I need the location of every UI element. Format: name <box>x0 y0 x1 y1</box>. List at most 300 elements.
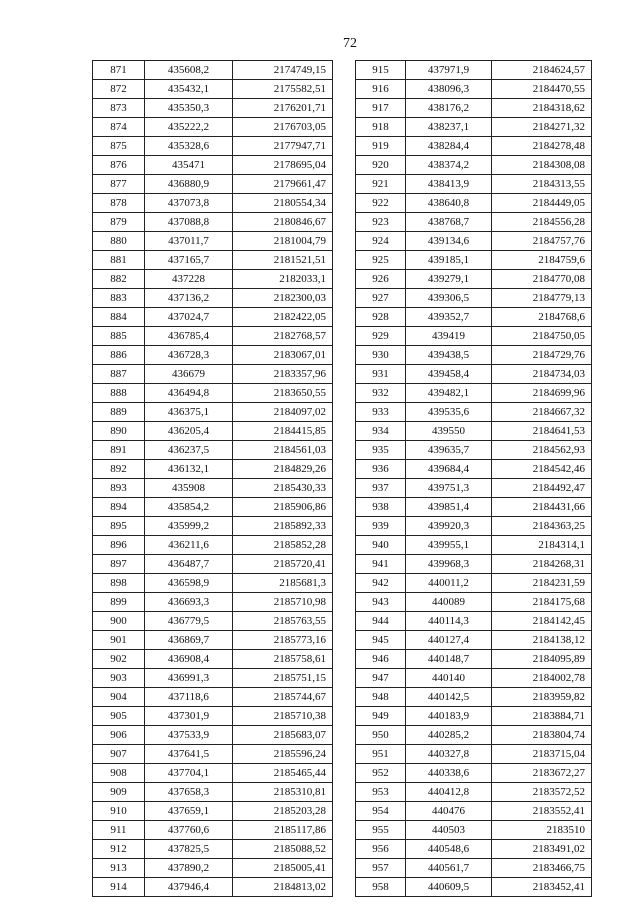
table-row <box>356 289 592 308</box>
y-coordinate-cell: 2184363,25 <box>492 517 592 536</box>
table-row <box>93 137 333 156</box>
table-row <box>356 612 592 631</box>
table-row <box>356 213 592 232</box>
y-coordinate-cell: 2183650,55 <box>233 384 333 403</box>
x-coordinate-cell: 439419 <box>406 327 492 346</box>
table-row <box>93 517 333 536</box>
coordinates-table-left <box>92 60 333 897</box>
point-number-cell: 874 <box>93 118 145 137</box>
y-coordinate-cell: 2185852,28 <box>233 536 333 555</box>
y-coordinate-cell: 2181521,51 <box>233 251 333 270</box>
x-coordinate-cell: 435471 <box>145 156 233 175</box>
y-coordinate-cell: 2184431,66 <box>492 498 592 517</box>
point-number-cell: 931 <box>356 365 406 384</box>
point-number-cell: 941 <box>356 555 406 574</box>
point-number-cell: 884 <box>93 308 145 327</box>
table-row <box>93 327 333 346</box>
table-row <box>356 802 592 821</box>
x-coordinate-cell: 436205,4 <box>145 422 233 441</box>
point-number-cell: 910 <box>93 802 145 821</box>
y-coordinate-cell: 2184271,32 <box>492 118 592 137</box>
table-row <box>93 156 333 175</box>
table-row <box>356 251 592 270</box>
x-coordinate-cell: 437641,5 <box>145 745 233 764</box>
point-number-cell: 882 <box>93 270 145 289</box>
y-coordinate-cell: 2184449,05 <box>492 194 592 213</box>
y-coordinate-cell: 2185117,86 <box>233 821 333 840</box>
y-coordinate-cell: 2183572,52 <box>492 783 592 802</box>
point-number-cell: 895 <box>93 517 145 536</box>
x-coordinate-cell: 435432,1 <box>145 80 233 99</box>
table-row <box>93 821 333 840</box>
coordinates-table-right <box>355 60 592 897</box>
table-row <box>93 460 333 479</box>
point-number-cell: 885 <box>93 327 145 346</box>
point-number-cell: 906 <box>93 726 145 745</box>
x-coordinate-cell: 437301,9 <box>145 707 233 726</box>
table-row <box>93 118 333 137</box>
y-coordinate-cell: 2183510 <box>492 821 592 840</box>
x-coordinate-cell: 439438,5 <box>406 346 492 365</box>
x-coordinate-cell: 436211,6 <box>145 536 233 555</box>
y-coordinate-cell: 2184492,47 <box>492 479 592 498</box>
y-coordinate-cell: 2183067,01 <box>233 346 333 365</box>
table-row <box>93 631 333 650</box>
table-row <box>356 118 592 137</box>
table-row <box>356 270 592 289</box>
table-row <box>93 213 333 232</box>
x-coordinate-cell: 435350,3 <box>145 99 233 118</box>
point-number-cell: 890 <box>93 422 145 441</box>
point-number-cell: 953 <box>356 783 406 802</box>
table-row <box>93 745 333 764</box>
x-coordinate-cell: 437136,2 <box>145 289 233 308</box>
x-coordinate-cell: 436237,5 <box>145 441 233 460</box>
table-row <box>93 61 333 80</box>
y-coordinate-cell: 2185681,3 <box>233 574 333 593</box>
x-coordinate-cell: 439851,4 <box>406 498 492 517</box>
point-number-cell: 889 <box>93 403 145 422</box>
x-coordinate-cell: 440548,6 <box>406 840 492 859</box>
x-coordinate-cell: 437088,8 <box>145 213 233 232</box>
point-number-cell: 946 <box>356 650 406 669</box>
point-number-cell: 905 <box>93 707 145 726</box>
y-coordinate-cell: 2185758,61 <box>233 650 333 669</box>
y-coordinate-cell: 2185773,16 <box>233 631 333 650</box>
point-number-cell: 922 <box>356 194 406 213</box>
y-coordinate-cell: 2184813,02 <box>233 878 333 897</box>
y-coordinate-cell: 2184829,26 <box>233 460 333 479</box>
table-row <box>356 99 592 118</box>
point-number-cell: 903 <box>93 669 145 688</box>
y-coordinate-cell: 2183491,02 <box>492 840 592 859</box>
y-coordinate-cell: 2185744,67 <box>233 688 333 707</box>
x-coordinate-cell: 440183,9 <box>406 707 492 726</box>
point-number-cell: 904 <box>93 688 145 707</box>
table-row <box>93 878 333 897</box>
point-number-cell: 873 <box>93 99 145 118</box>
point-number-cell: 913 <box>93 859 145 878</box>
y-coordinate-cell: 2184231,59 <box>492 574 592 593</box>
point-number-cell: 872 <box>93 80 145 99</box>
x-coordinate-cell: 437971,9 <box>406 61 492 80</box>
y-coordinate-cell: 2180554,34 <box>233 194 333 213</box>
y-coordinate-cell: 2184779,13 <box>492 289 592 308</box>
point-number-cell: 950 <box>356 726 406 745</box>
point-number-cell: 942 <box>356 574 406 593</box>
table-row <box>356 403 592 422</box>
table-row <box>356 384 592 403</box>
point-number-cell: 952 <box>356 764 406 783</box>
x-coordinate-cell: 440114,3 <box>406 612 492 631</box>
x-coordinate-cell: 440412,8 <box>406 783 492 802</box>
point-number-cell: 887 <box>93 365 145 384</box>
table-row <box>93 688 333 707</box>
y-coordinate-cell: 2184768,6 <box>492 308 592 327</box>
table-row <box>93 365 333 384</box>
y-coordinate-cell: 2185005,41 <box>233 859 333 878</box>
x-coordinate-cell: 436375,1 <box>145 403 233 422</box>
y-coordinate-cell: 2185720,41 <box>233 555 333 574</box>
table-row <box>93 574 333 593</box>
y-coordinate-cell: 2182300,03 <box>233 289 333 308</box>
x-coordinate-cell: 436132,1 <box>145 460 233 479</box>
table-row <box>356 156 592 175</box>
x-coordinate-cell: 437011,7 <box>145 232 233 251</box>
x-coordinate-cell: 437658,3 <box>145 783 233 802</box>
y-coordinate-cell: 2183466,75 <box>492 859 592 878</box>
table-row <box>356 555 592 574</box>
table-row <box>93 783 333 802</box>
y-coordinate-cell: 2185596,24 <box>233 745 333 764</box>
table-row <box>356 441 592 460</box>
point-number-cell: 948 <box>356 688 406 707</box>
point-number-cell: 956 <box>356 840 406 859</box>
table-row <box>356 327 592 346</box>
y-coordinate-cell: 2184097,02 <box>233 403 333 422</box>
x-coordinate-cell: 439635,7 <box>406 441 492 460</box>
point-number-cell: 875 <box>93 137 145 156</box>
y-coordinate-cell: 2180846,67 <box>233 213 333 232</box>
x-coordinate-cell: 439458,4 <box>406 365 492 384</box>
x-coordinate-cell: 440089 <box>406 593 492 612</box>
x-coordinate-cell: 439920,3 <box>406 517 492 536</box>
y-coordinate-cell: 2184142,45 <box>492 612 592 631</box>
table-row <box>93 251 333 270</box>
y-coordinate-cell: 2184313,55 <box>492 175 592 194</box>
table-row <box>356 61 592 80</box>
point-number-cell: 888 <box>93 384 145 403</box>
table-row <box>356 688 592 707</box>
table-row <box>356 745 592 764</box>
point-number-cell: 901 <box>93 631 145 650</box>
table-row <box>93 194 333 213</box>
x-coordinate-cell: 439352,7 <box>406 308 492 327</box>
point-number-cell: 908 <box>93 764 145 783</box>
x-coordinate-cell: 439535,6 <box>406 403 492 422</box>
point-number-cell: 900 <box>93 612 145 631</box>
point-number-cell: 936 <box>356 460 406 479</box>
x-coordinate-cell: 436487,7 <box>145 555 233 574</box>
point-number-cell: 886 <box>93 346 145 365</box>
y-coordinate-cell: 2184667,32 <box>492 403 592 422</box>
point-number-cell: 955 <box>356 821 406 840</box>
x-coordinate-cell: 435222,2 <box>145 118 233 137</box>
x-coordinate-cell: 437024,7 <box>145 308 233 327</box>
point-number-cell: 911 <box>93 821 145 840</box>
x-coordinate-cell: 440503 <box>406 821 492 840</box>
table-row <box>356 460 592 479</box>
y-coordinate-cell: 2185430,33 <box>233 479 333 498</box>
table-row <box>93 840 333 859</box>
y-coordinate-cell: 2176201,71 <box>233 99 333 118</box>
y-coordinate-cell: 2184561,03 <box>233 441 333 460</box>
y-coordinate-cell: 2183672,27 <box>492 764 592 783</box>
y-coordinate-cell: 2182768,57 <box>233 327 333 346</box>
x-coordinate-cell: 440327,8 <box>406 745 492 764</box>
y-coordinate-cell: 2182033,1 <box>233 270 333 289</box>
y-coordinate-cell: 2183884,71 <box>492 707 592 726</box>
table-row <box>356 859 592 878</box>
table-row <box>93 859 333 878</box>
y-coordinate-cell: 2184759,6 <box>492 251 592 270</box>
y-coordinate-cell: 2184699,96 <box>492 384 592 403</box>
point-number-cell: 919 <box>356 137 406 156</box>
y-coordinate-cell: 2185310,81 <box>233 783 333 802</box>
x-coordinate-cell: 440140 <box>406 669 492 688</box>
x-coordinate-cell: 440142,5 <box>406 688 492 707</box>
y-coordinate-cell: 2185906,86 <box>233 498 333 517</box>
y-coordinate-cell: 2181004,79 <box>233 232 333 251</box>
x-coordinate-cell: 436779,5 <box>145 612 233 631</box>
table-row <box>356 821 592 840</box>
y-coordinate-cell: 2183959,82 <box>492 688 592 707</box>
point-number-cell: 949 <box>356 707 406 726</box>
y-coordinate-cell: 2184470,55 <box>492 80 592 99</box>
x-coordinate-cell: 437533,9 <box>145 726 233 745</box>
x-coordinate-cell: 438768,7 <box>406 213 492 232</box>
table-row <box>356 80 592 99</box>
point-number-cell: 897 <box>93 555 145 574</box>
x-coordinate-cell: 440148,7 <box>406 650 492 669</box>
y-coordinate-cell: 2184002,78 <box>492 669 592 688</box>
table-row <box>93 726 333 745</box>
page-number: 72 <box>343 36 357 51</box>
y-coordinate-cell: 2183552,41 <box>492 802 592 821</box>
point-number-cell: 932 <box>356 384 406 403</box>
x-coordinate-cell: 437118,6 <box>145 688 233 707</box>
y-coordinate-cell: 2184268,31 <box>492 555 592 574</box>
table-row <box>93 308 333 327</box>
point-number-cell: 896 <box>93 536 145 555</box>
x-coordinate-cell: 438096,3 <box>406 80 492 99</box>
table-row <box>356 878 592 897</box>
table-row <box>356 536 592 555</box>
y-coordinate-cell: 2184318,62 <box>492 99 592 118</box>
table-row <box>93 99 333 118</box>
x-coordinate-cell: 439482,1 <box>406 384 492 403</box>
y-coordinate-cell: 2179661,47 <box>233 175 333 194</box>
x-coordinate-cell: 438176,2 <box>406 99 492 118</box>
point-number-cell: 894 <box>93 498 145 517</box>
table-row <box>93 498 333 517</box>
x-coordinate-cell: 439955,1 <box>406 536 492 555</box>
x-coordinate-cell: 438237,1 <box>406 118 492 137</box>
y-coordinate-cell: 2175582,51 <box>233 80 333 99</box>
x-coordinate-cell: 436728,3 <box>145 346 233 365</box>
x-coordinate-cell: 439185,1 <box>406 251 492 270</box>
table-row <box>356 365 592 384</box>
table-row <box>356 631 592 650</box>
table-row <box>356 840 592 859</box>
y-coordinate-cell: 2184308,08 <box>492 156 592 175</box>
x-coordinate-cell: 436785,4 <box>145 327 233 346</box>
point-number-cell: 893 <box>93 479 145 498</box>
table-row <box>93 403 333 422</box>
point-number-cell: 925 <box>356 251 406 270</box>
point-number-cell: 940 <box>356 536 406 555</box>
table-row <box>356 783 592 802</box>
table-row <box>356 650 592 669</box>
point-number-cell: 934 <box>356 422 406 441</box>
y-coordinate-cell: 2184175,68 <box>492 593 592 612</box>
x-coordinate-cell: 439751,3 <box>406 479 492 498</box>
table-row <box>356 669 592 688</box>
x-coordinate-cell: 439550 <box>406 422 492 441</box>
point-number-cell: 918 <box>356 118 406 137</box>
x-coordinate-cell: 435908 <box>145 479 233 498</box>
point-number-cell: 909 <box>93 783 145 802</box>
x-coordinate-cell: 440127,4 <box>406 631 492 650</box>
point-number-cell: 958 <box>356 878 406 897</box>
point-number-cell: 876 <box>93 156 145 175</box>
table-row <box>93 650 333 669</box>
x-coordinate-cell: 437165,7 <box>145 251 233 270</box>
x-coordinate-cell: 435608,2 <box>145 61 233 80</box>
x-coordinate-cell: 435328,6 <box>145 137 233 156</box>
point-number-cell: 939 <box>356 517 406 536</box>
point-number-cell: 954 <box>356 802 406 821</box>
table-row <box>93 232 333 251</box>
point-number-cell: 881 <box>93 251 145 270</box>
table-row <box>93 802 333 821</box>
point-number-cell: 917 <box>356 99 406 118</box>
table-row <box>356 175 592 194</box>
y-coordinate-cell: 2185683,07 <box>233 726 333 745</box>
table-row <box>356 593 592 612</box>
x-coordinate-cell: 440476 <box>406 802 492 821</box>
table-row <box>356 574 592 593</box>
table-row <box>356 232 592 251</box>
point-number-cell: 914 <box>93 878 145 897</box>
y-coordinate-cell: 2185892,33 <box>233 517 333 536</box>
point-number-cell: 935 <box>356 441 406 460</box>
y-coordinate-cell: 2184734,03 <box>492 365 592 384</box>
x-coordinate-cell: 437704,1 <box>145 764 233 783</box>
table-row <box>93 764 333 783</box>
point-number-cell: 907 <box>93 745 145 764</box>
y-coordinate-cell: 2185710,38 <box>233 707 333 726</box>
x-coordinate-cell: 435999,2 <box>145 517 233 536</box>
x-coordinate-cell: 440011,2 <box>406 574 492 593</box>
x-coordinate-cell: 435854,2 <box>145 498 233 517</box>
x-coordinate-cell: 436991,3 <box>145 669 233 688</box>
y-coordinate-cell: 2185751,15 <box>233 669 333 688</box>
x-coordinate-cell: 438413,9 <box>406 175 492 194</box>
point-number-cell: 945 <box>356 631 406 650</box>
y-coordinate-cell: 2184562,93 <box>492 441 592 460</box>
point-number-cell: 924 <box>356 232 406 251</box>
x-coordinate-cell: 437825,5 <box>145 840 233 859</box>
y-coordinate-cell: 2184624,57 <box>492 61 592 80</box>
table-row <box>356 346 592 365</box>
point-number-cell: 891 <box>93 441 145 460</box>
point-number-cell: 933 <box>356 403 406 422</box>
y-coordinate-cell: 2174749,15 <box>233 61 333 80</box>
table-row <box>356 137 592 156</box>
table-row <box>356 726 592 745</box>
x-coordinate-cell: 439134,6 <box>406 232 492 251</box>
x-coordinate-cell: 437659,1 <box>145 802 233 821</box>
table-row <box>93 707 333 726</box>
y-coordinate-cell: 2184770,08 <box>492 270 592 289</box>
table-row <box>356 308 592 327</box>
y-coordinate-cell: 2183715,04 <box>492 745 592 764</box>
point-number-cell: 938 <box>356 498 406 517</box>
table-row <box>356 707 592 726</box>
point-number-cell: 926 <box>356 270 406 289</box>
x-coordinate-cell: 436679 <box>145 365 233 384</box>
x-coordinate-cell: 440609,5 <box>406 878 492 897</box>
point-number-cell: 920 <box>356 156 406 175</box>
x-coordinate-cell: 439684,4 <box>406 460 492 479</box>
table-row <box>93 669 333 688</box>
x-coordinate-cell: 436598,9 <box>145 574 233 593</box>
x-coordinate-cell: 436880,9 <box>145 175 233 194</box>
x-coordinate-cell: 437073,8 <box>145 194 233 213</box>
y-coordinate-cell: 2178695,04 <box>233 156 333 175</box>
y-coordinate-cell: 2185088,52 <box>233 840 333 859</box>
y-coordinate-cell: 2184542,46 <box>492 460 592 479</box>
x-coordinate-cell: 440338,6 <box>406 764 492 783</box>
y-coordinate-cell: 2176703,05 <box>233 118 333 137</box>
x-coordinate-cell: 436494,8 <box>145 384 233 403</box>
point-number-cell: 944 <box>356 612 406 631</box>
y-coordinate-cell: 2184729,76 <box>492 346 592 365</box>
x-coordinate-cell: 436693,3 <box>145 593 233 612</box>
point-number-cell: 951 <box>356 745 406 764</box>
x-coordinate-cell: 439306,5 <box>406 289 492 308</box>
point-number-cell: 879 <box>93 213 145 232</box>
point-number-cell: 883 <box>93 289 145 308</box>
y-coordinate-cell: 2184757,76 <box>492 232 592 251</box>
y-coordinate-cell: 2183357,96 <box>233 365 333 384</box>
point-number-cell: 921 <box>356 175 406 194</box>
y-coordinate-cell: 2185465,44 <box>233 764 333 783</box>
y-coordinate-cell: 2184750,05 <box>492 327 592 346</box>
x-coordinate-cell: 436908,4 <box>145 650 233 669</box>
y-coordinate-cell: 2185763,55 <box>233 612 333 631</box>
table-row <box>93 346 333 365</box>
y-coordinate-cell: 2184556,28 <box>492 213 592 232</box>
point-number-cell: 930 <box>356 346 406 365</box>
x-coordinate-cell: 437760,6 <box>145 821 233 840</box>
y-coordinate-cell: 2184415,85 <box>233 422 333 441</box>
y-coordinate-cell: 2184138,12 <box>492 631 592 650</box>
point-number-cell: 947 <box>356 669 406 688</box>
x-coordinate-cell: 439968,3 <box>406 555 492 574</box>
y-coordinate-cell: 2185710,98 <box>233 593 333 612</box>
